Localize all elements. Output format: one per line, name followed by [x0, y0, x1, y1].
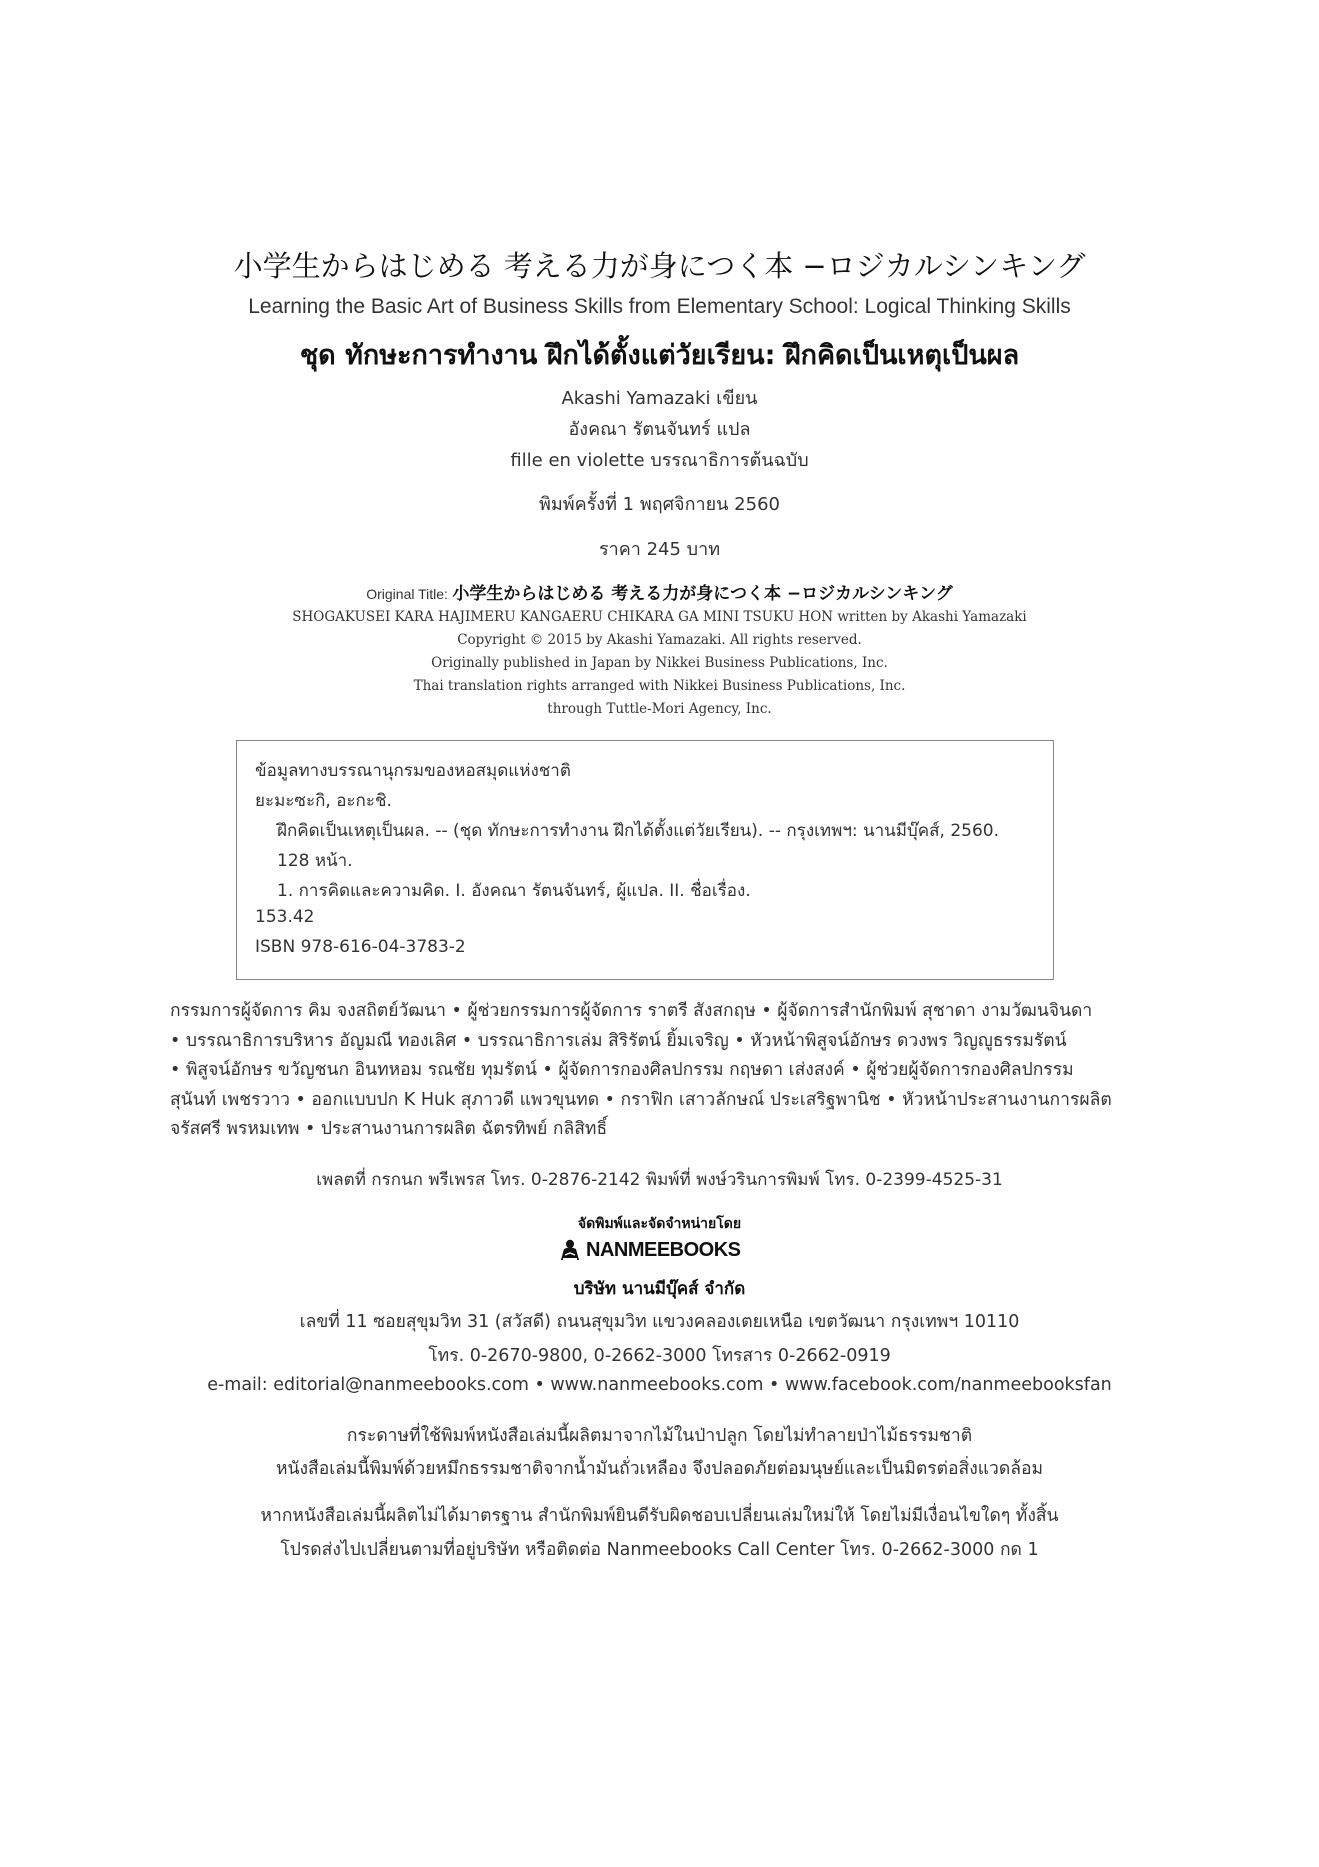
original-title-japanese: 小学生からはじめる 考える力が身につく本 −ロジカルシンキング [452, 584, 953, 604]
cip-heading: ข้อมูลทางบรรณานุกรมของหอสมุดแห่งชาติ [255, 761, 571, 781]
staff-line: • พิสูจน์อักษร ขวัญชนก อินทหอม รณชัย ทุมรัตน์ • ผู้จัดการกองศิลปกรรม กฤษดา เส่งสงค์ • ผู้ช่วยผู้จัดการกองศิลปกรรม [170, 1060, 1074, 1080]
publisher-address: เลขที่ 11 ซอยสุขุมวิท 31 (สวัสดี) ถนนสุขุมวิท แขวงคลองเตยเหนือ เขตวัฒนา กรุงเทพฯ 10110 [299, 1312, 1020, 1332]
cip-author: ยะมะซะกิ, อะกะชิ. [255, 791, 392, 811]
staff-line: สุนันท์ เพชรวาว • ออกแบบปก K Huk สุภาวดี แพวขุนทด • กราฟิก เสาวลักษณ์ ประเสริฐพานิช • หัวหน้าประสานงานการผลิต [170, 1089, 1112, 1110]
staff-line: • บรรณาธิการบริหาร อัญมณี ทองเลิศ • บรรณาธิการเล่ม สิริรัตน์ ยิ้มเจริญ • หัวหน้าพิสูจน์อักษร ดวงพร วิญญูธรรมรัตน์ [170, 1030, 1067, 1051]
original-title-line [0, 579, 1319, 604]
english-title: Learning the Basic Art of Business Skills from Elementary School: Logical Thinking Skills [248, 295, 1071, 318]
publisher-logo-text: NANMEEBOOKS [586, 1238, 741, 1261]
original-title-label: Original Title: [366, 586, 448, 602]
plate-and-printer: เพลตที่ กรกนก พรีเพรส โทร. 0-2876-2142 พิมพ์ที่ พงษ์วรินการพิมพ์ โทร. 0-2399-4525-31 [316, 1170, 1003, 1190]
ink-note: หนังสือเล่มนี้พิมพ์ด้วยหมึกธรรมชาติจากน้ำมันถั่วเหลือง จึงปลอดภัยต่อมนุษย์และเป็นมิตรต่อสิ่งแวดล้อม [275, 1459, 1044, 1479]
translation-rights-note: Thai translation rights arranged with Nikkei Business Publications, Inc. [413, 678, 906, 694]
printing-info: พิมพ์ครั้งที่ 1 พฤศจิกายน 2560 [539, 494, 780, 515]
cip-isbn: ISBN 978-616-04-3783-2 [255, 937, 466, 957]
japanese-title: 小学生からはじめる 考える力が身につく本 −ロジカルシンキング [233, 249, 1086, 283]
cip-title-line: ฝึกคิดเป็นเหตุเป็นผล. -- (ชุด ทักษะการทำงาน ฝึกได้ตั้งแต่วัยเรียน). -- กรุงเทพฯ: นานมีบุ๊คส์, 2560. [277, 821, 1000, 841]
translator-credit: อังคณา รัตนจันทร์ แปล [568, 419, 751, 440]
publisher-company: บริษัท นานมีบุ๊คส์ จำกัด [573, 1279, 746, 1299]
original-publisher-note: Originally published in Japan by Nikkei Business Publications, Inc. [431, 655, 888, 671]
editor-credit: fille en violette บรรณาธิการต้นฉบับ [510, 450, 809, 471]
cip-subjects: 1. การคิดและความคิด. I. อังคณา รัตนจันทร์, ผู้แปล. II. ชื่อเรื่อง. [277, 881, 751, 901]
publisher-logo [558, 1237, 741, 1263]
agency-note: through Tuttle-Mori Agency, Inc. [547, 701, 772, 717]
thai-title: ชุด ทักษะการทำงาน ฝึกได้ตั้งแต่วัยเรียน: ฝึกคิดเป็นเหตุเป็นผล [299, 340, 1020, 371]
original-romanized-title: SHOGAKUSEI KARA HAJIMERU KANGAERU CHIKARA GA MINI TSUKU HON written by Akashi Yamazaki [292, 609, 1027, 625]
staff-credits [170, 997, 1125, 1145]
cip-data-box [236, 740, 1054, 980]
nanmeebooks-logo-icon [558, 1238, 582, 1262]
staff-line: กรรมการผู้จัดการ คิม จงสถิตย์วัฒนา • ผู้ช่วยกรรมการผู้จัดการ ราตรี สังสกฤษ • ผู้จัดการสำนักพิมพ์ สุชาดา งามวัฒนจินดา [170, 1001, 1093, 1021]
price: ราคา 245 บาท [598, 539, 721, 560]
copyright-notice: Copyright © 2015 by Akashi Yamazaki. All rights reserved. [457, 632, 862, 648]
author-credit: Akashi Yamazaki เขียน [561, 388, 758, 409]
exchange-contact-note: โปรดส่งไปเปลี่ยนตามที่อยู่บริษัท หรือติดต่อ Nanmeebooks Call Center โทร. 0-2662-3000 กด 1 [280, 1540, 1039, 1560]
paper-note: กระดาษที่ใช้พิมพ์หนังสือเล่มนี้ผลิตมาจากไม้ในป่าปลูก โดยไม่ทำลายป่าไม้ธรรมชาติ [346, 1426, 973, 1446]
defect-policy-note: หากหนังสือเล่มนี้ผลิตไม่ได้มาตรฐาน สำนักพิมพ์ยินดีรับผิดชอบเปลี่ยนเล่มใหม่ให้ โดยไม่มีเงื่อนไขใดๆ ทั้งสิ้น [260, 1506, 1059, 1526]
staff-line: จรัสศรี พรหมเทพ • ประสานงานการผลิต ฉัตรทิพย์ กลิสิทธิ์ [170, 1119, 608, 1139]
distributor-label: จัดพิมพ์และจัดจำหน่ายโดย [577, 1216, 742, 1232]
publisher-phone: โทร. 0-2670-9800, 0-2662-3000 โทรสาร 0-2662-0919 [428, 1346, 891, 1366]
publisher-contacts: e-mail: editorial@nanmeebooks.com • www.nanmeebooks.com • www.facebook.com/nanmeebooksfan [207, 1375, 1112, 1395]
cip-class-number: 153.42 [255, 907, 315, 927]
cip-pages: 128 หน้า. [277, 851, 353, 871]
